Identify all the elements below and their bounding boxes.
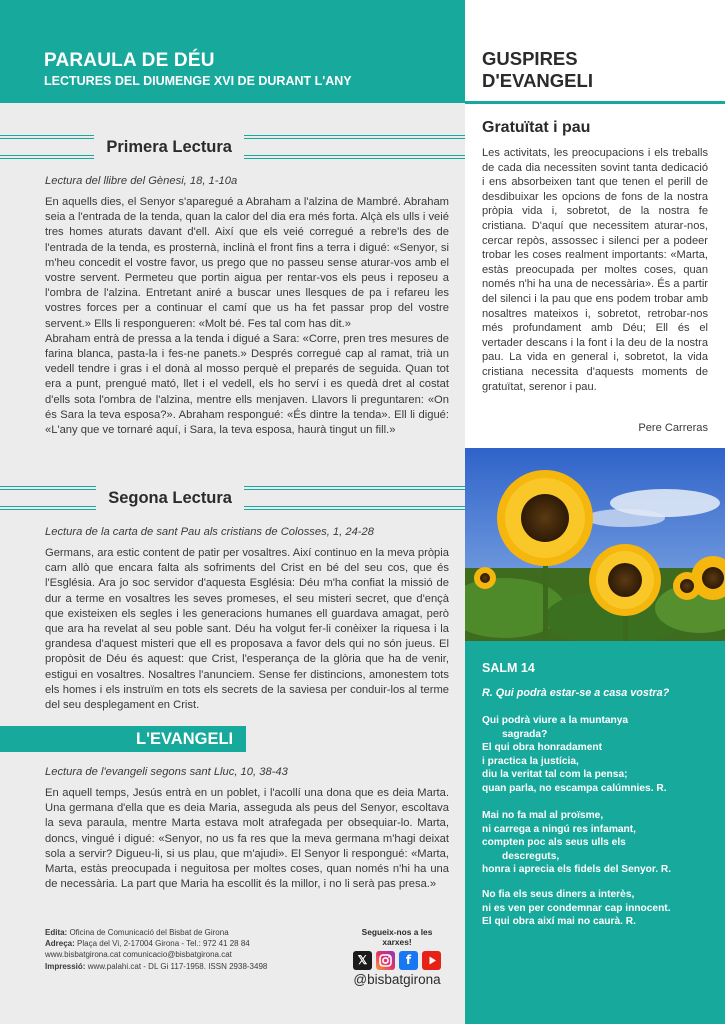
psalm-stanza xyxy=(482,714,667,796)
instagram-icon[interactable] xyxy=(376,951,395,970)
facebook-icon[interactable]: f xyxy=(399,951,418,970)
psalm-line: sagrada? xyxy=(502,728,548,740)
gospel-reference: Lectura de l'evangeli segons sant Lluc, 10, 38-43 xyxy=(45,766,288,778)
psalm-line: ni carrega a ningú res infamant, xyxy=(482,823,636,835)
psalm-stanza xyxy=(482,888,671,929)
first-reading-text xyxy=(45,195,449,438)
paragraph: En aquells dies, el Senyor s'aparegué a Abraham a l'alzina de Mambré. Abraham seia a l'entrada de la tenda, quan la calor del dia era més forta. Alçà els ulls i veié tres homes aturats davant d'ell. Així que els veié corregué a rebre'ls des de l'entrada de la tenda, es prosternà, inclinà el front fins a terra i digué: «Senyor, si m'heu concedit el vostre favor, us prego que no passeu sense aturar-vos amb el vostre servent. Permeteu que portin aigua per rentar-vos els peus i reposeu a l'ombra de l'alzina. Entretant aniré a buscar unes llesques de pa i refareu les vostres forces per a continuar el camí que us ha fet passar prop del vostre servent.» Ells li respongueren: «Molt bé. Fes tal com has dit.» xyxy=(45,196,449,330)
publisher-info xyxy=(45,927,267,972)
sidebar-divider xyxy=(465,101,725,104)
psalm-line: i practica la justícia, xyxy=(482,755,579,767)
gospel-header xyxy=(0,726,465,756)
impressio-value: www.palahi.cat - DL Gi 117-1958. ISSN 2938-3498 xyxy=(85,961,268,971)
gospel-heading: L'EVANGELI xyxy=(136,730,234,748)
second-reading-header xyxy=(0,483,465,513)
gospel-text xyxy=(45,786,449,892)
second-reading-reference: Lectura de la carta de sant Pau als cristians de Colosses, 1, 24-28 xyxy=(45,526,374,538)
psalm-line: No fia els seus diners a interès, xyxy=(482,889,635,900)
second-reading-text xyxy=(45,546,449,713)
adreca-label: Adreça: xyxy=(45,939,75,949)
web-contact[interactable]: www.bisbatgirona.cat comunicacio@bisbatgirona.cat xyxy=(45,950,232,960)
paragraph: Germans, ara estic content de patir per vosaltres. Així continuo en la meva pròpia carn allò que encara falta als sofriments del Crist en bé del seu cos, que és l'Església. Ara jo soc servidor d'aquesta Església: Déu m'ha confiat la missió de dur a terme en vosaltres les seves promeses, el seu misteri secret, que d'ençà que existeixen els segles i les generacions humanes ell guardava amagat, però que ara ha revelat al seu poble sant. Déu ha volgut fer-li conèixer la riquesa i la grandesa d'aquest misteri que ell es proposava a favor dels qui no són jueus. El propòsit de Déu és aquest: que Crist, l'esperança de la glòria que ha de venir, estigui en vosaltres. Nosaltres l'anunciem. Sense fer distincions, amonestem tots els homes i els instruïm en tots els secrets de la saviesa per conduir-los al terme del seu desplegament en Crist. xyxy=(45,547,449,712)
paragraph: Abraham entrà de pressa a la tenda i digué a Sara: «Corre, pren tres mesures de farina blanca, pasta-la i fes-ne panets.» Després corregué cap al ramat, trià un vedell tendre i gras i el donà al mosso perquè el preparés de seguida. Quan tot era a punt, prengué mató, llet i el vedell, els ho serví i es quedà dret al costat d'ells sota l'ombra de l'alzina, mentre ells menjaven. Llavors li preguntaren: «On és Sara la teva esposa?». Abraham respongué: «És dintre la tenda». Ell li digué: «L'any que ve tornaré aquí, i Sara, la teva esposa, haurà tingut un fill.» xyxy=(45,332,449,437)
article-author: Pere Carreras xyxy=(638,422,708,434)
psalm-line: Mai no fa mal al proïsme, xyxy=(482,810,604,821)
edita-value: Oficina de Comunicació del Bisbat de Girona xyxy=(67,928,229,937)
article-text: Les activitats, les preocupacions i els treballs de cada dia necessiten sovint tanta dedicació i ens absorbeixen tant que tenen el perill de desdibuixar les opcions de fons de la nostra pròpia vida i, sobretot, de la nostra fe cristiana. D'aquí que necessitem aturar-nos, cercar repòs, assossec i silenci per a podeer trobar les coses realment importants: «Marta, estàs preocupada per moltes coses, quan només n'hi ha una de necessària». És a partir del silenci i la pau que ens podem trobar amb nosaltres mateixos i, sobretot, retrobar-nos més profundament amb Déu; Ell és el vertader descans i la font i la deu de la nostra pau. La vida en general i, sobretot, la vida cristiana necessita d'aquests moments de gratuïtat, serenor i pau. xyxy=(482,147,708,393)
sidebar-column xyxy=(465,0,725,1024)
sidebar-heading-line: D'EVANGELI xyxy=(482,70,593,91)
sunflower-large xyxy=(497,470,593,566)
paragraph: En aquell temps, Jesús entrà en un poblet, i l'acollí una dona que es deia Marta. Una germana d'ella que es deia Maria, asseguda als peus del Senyor, escoltava la seva paraula, mentre Marta estava molt atrafegada per obsequiar-lo. Marta, doncs, vingué i digué: «Senyor, no us fa res que la meva germana m'hagi deixat sola a servir? Digueu-li, si us plau, que m'ajudi». El Senyor li respongué: «Marta, Marta, estàs preocupada i neguitosa per moltes coses, quan només n'hi ha una de necessària. La part que Maria ha escollit és la millor, i no li serà pas presa.» xyxy=(45,787,449,891)
article-title: Gratuïtat i pau xyxy=(482,119,591,136)
social-handle[interactable]: @bisbatgirona xyxy=(353,972,441,987)
psalm-line: El qui obra honradament xyxy=(482,742,602,754)
page-title: PARAULA DE DÉU xyxy=(44,50,215,71)
first-reading-reference: Lectura del llibre del Gènesi, 18, 1-10a xyxy=(45,175,238,187)
sidebar-heading xyxy=(482,48,593,92)
youtube-icon[interactable] xyxy=(422,951,441,970)
psalm-line: Qui podrà viure a la muntanya xyxy=(482,715,629,726)
psalm-title: SALM 14 xyxy=(482,661,535,675)
second-reading-heading: Segona Lectura xyxy=(96,483,244,513)
sunflowers-photo xyxy=(465,448,725,641)
adreca-value: Plaça del Vi, 2-17004 Girona - Tel.: 972 41 28 84 xyxy=(74,939,250,949)
page-subtitle: LECTURES DEL DIUMENGE XVI DE DURANT L'ANY xyxy=(44,74,352,88)
impressio-label: Impressió: xyxy=(45,961,86,971)
social-icons xyxy=(346,951,448,970)
first-reading-heading: Primera Lectura xyxy=(94,132,244,162)
psalm-line: quan parla, no escampa calúmnies. R. xyxy=(482,782,667,794)
first-reading-header xyxy=(0,132,465,162)
psalm-line: honra i aprecia els fidels del Senyor. R. xyxy=(482,864,672,876)
psalm-response: R. Qui podrà estar-se a casa vostra? xyxy=(482,687,670,699)
psalm-panel xyxy=(465,641,725,1024)
psalm-line: ni es ven per condemnar cap innocent. xyxy=(482,902,671,914)
sidebar-heading-line: GUSPIRES xyxy=(482,48,578,69)
psalm-stanza xyxy=(482,809,671,877)
header-banner xyxy=(0,0,465,103)
social-title: Segueix-nos a les xarxes! xyxy=(361,927,433,947)
social-block xyxy=(346,927,448,987)
psalm-line: descreguts, xyxy=(502,850,560,862)
x-icon[interactable]: 𝕏 xyxy=(353,951,372,970)
psalm-line: diu la veritat tal com la pensa; xyxy=(482,769,628,781)
psalm-line: El qui obra així mai no caurà. R. xyxy=(482,916,636,928)
edita-label: Edita: xyxy=(45,928,68,937)
psalm-line: compten poc als seus ulls els xyxy=(482,837,626,849)
